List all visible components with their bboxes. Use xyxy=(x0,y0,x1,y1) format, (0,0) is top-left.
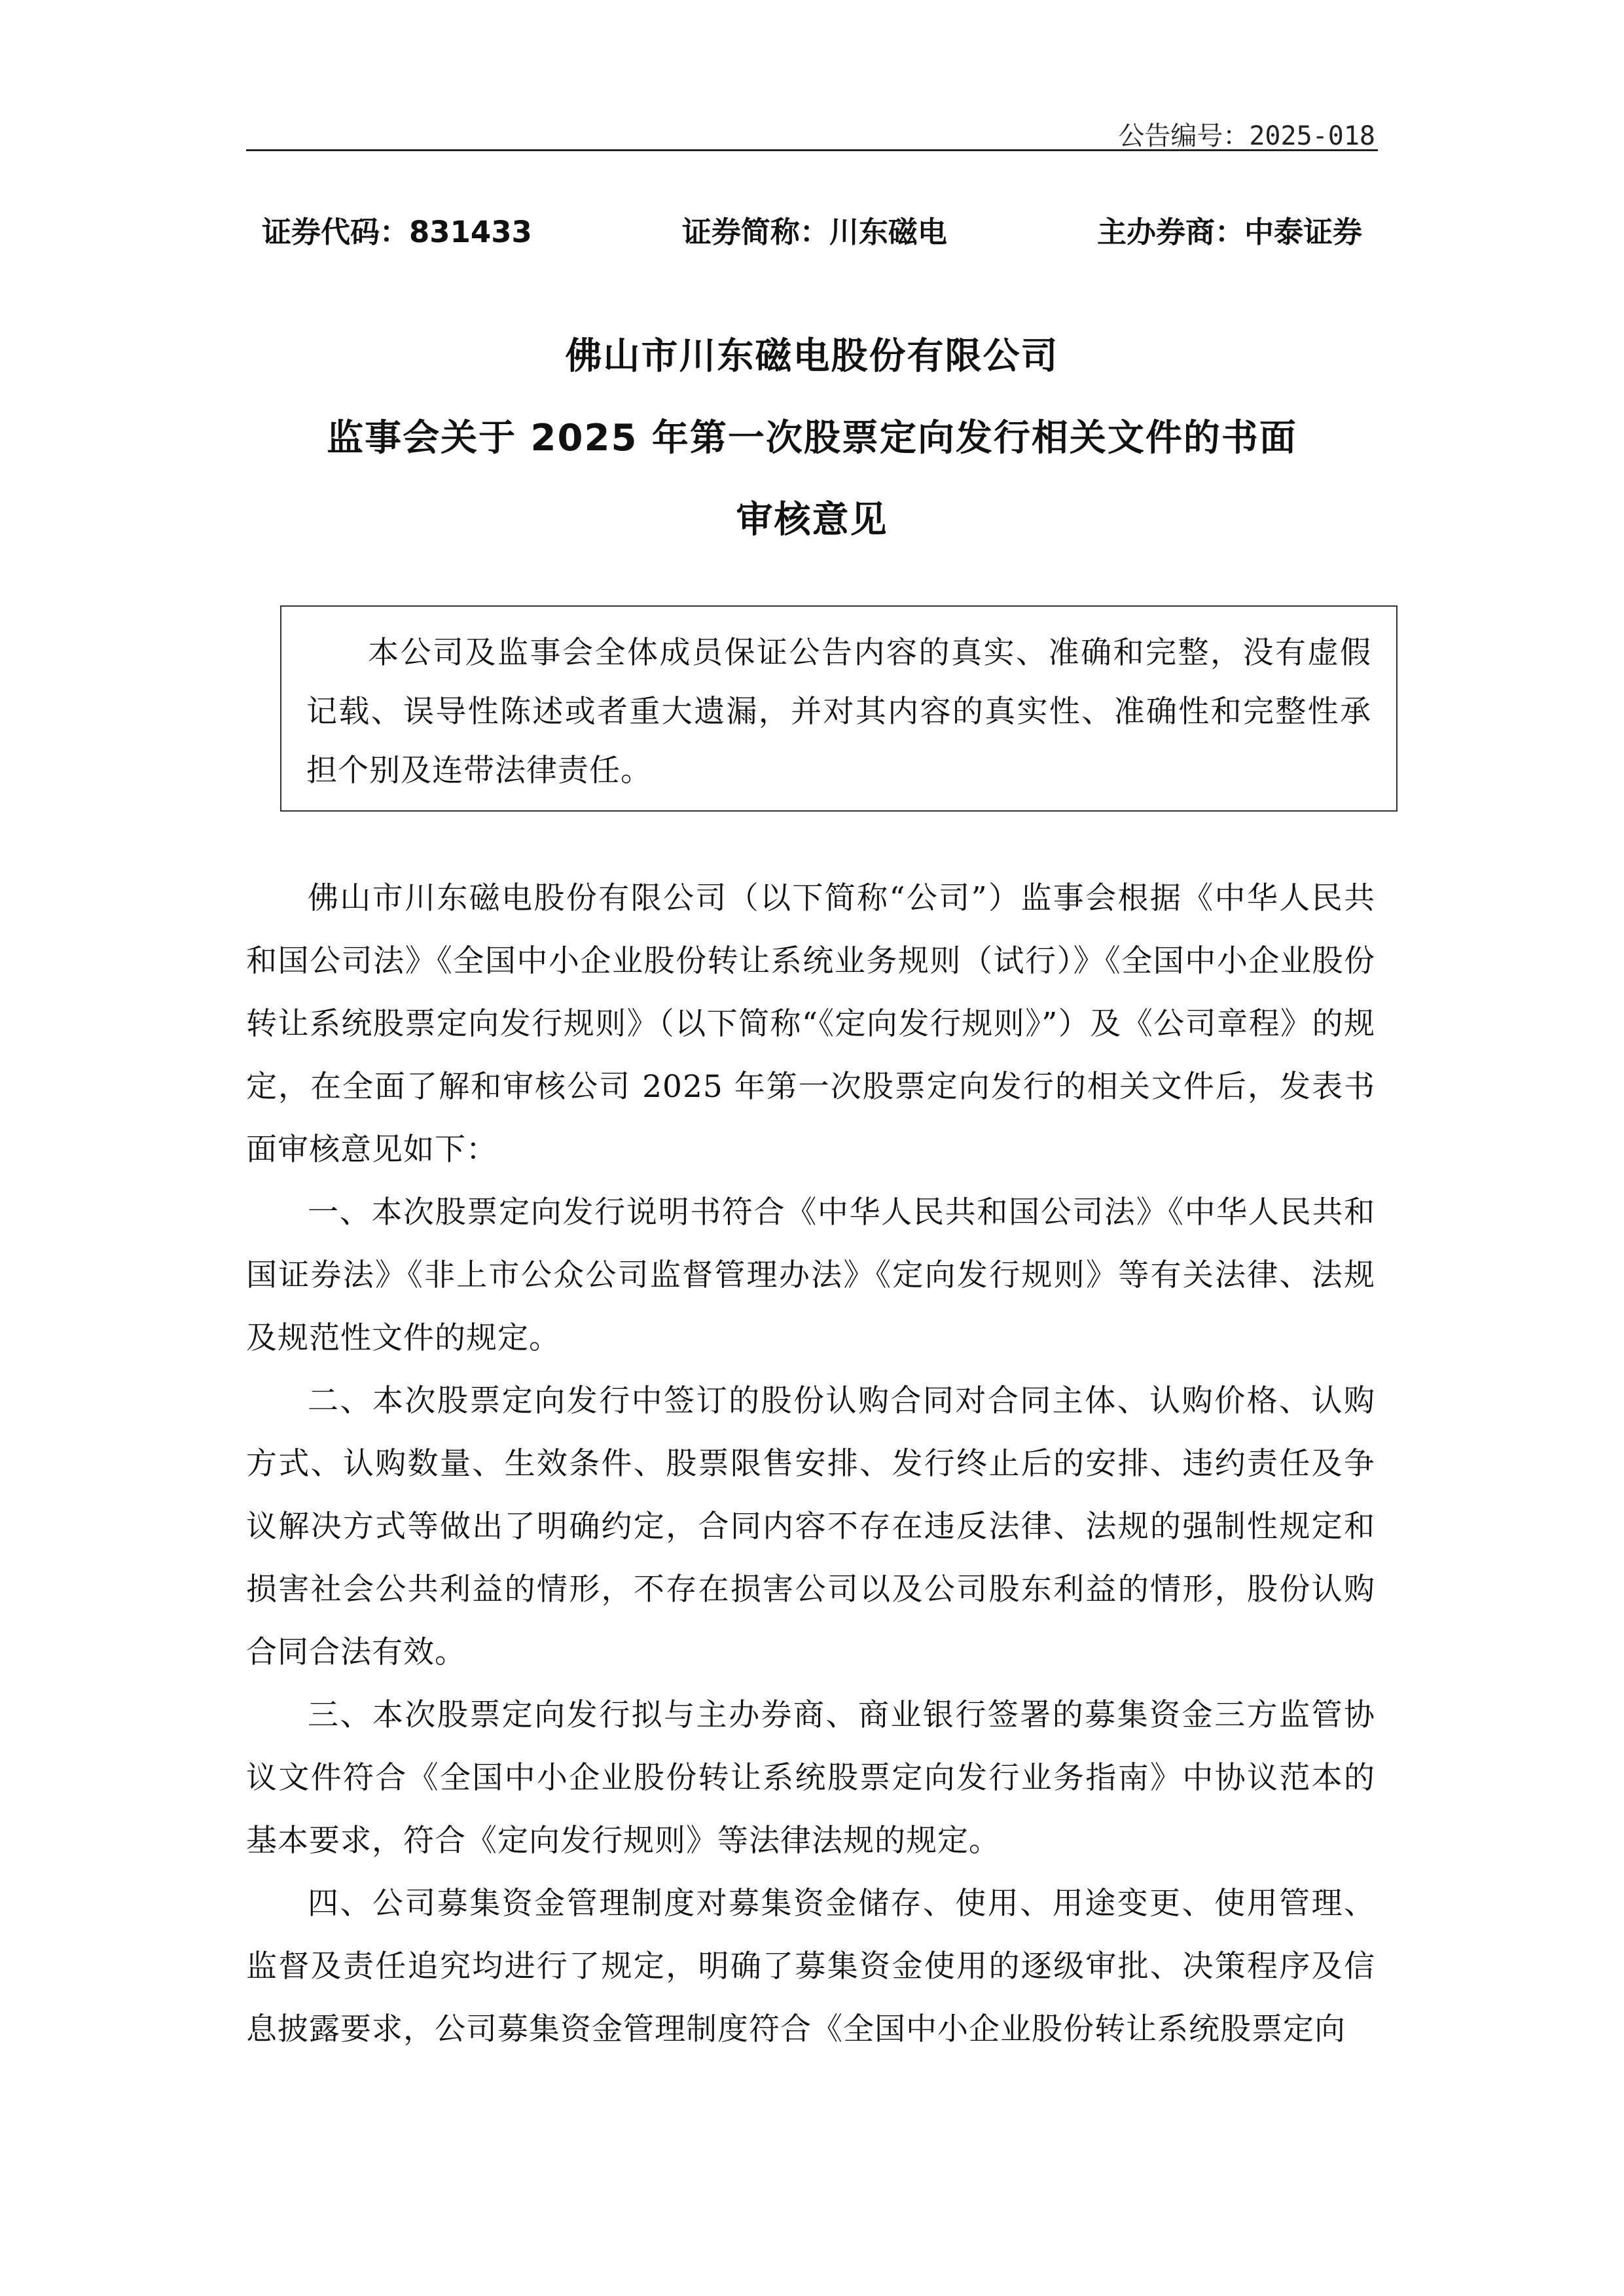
announcement-number: 公告编号：2025-018 xyxy=(1118,121,1375,151)
security-short-name: 证券简称：川东磁电 xyxy=(681,215,947,249)
paragraph-item-3: 三、本次股票定向发行拟与主办券商、商业银行签署的募集资金三方监管协议文件符合《全国中小企业股份转让系统股票定向发行业务指南》中协议范本的基本要求，符合《定向发行规则》等法律法规的规定。 xyxy=(246,1697,1375,1859)
lead-broker: 主办券商：中泰证券 xyxy=(1096,215,1362,249)
disclaimer-text: 本公司及监事会全体成员保证公告内容的真实、准确和完整，没有虚假记载、误导性陈述或者重大遗漏，并对其内容的真实性、准确性和完整性承担个别及连带法律责任。 xyxy=(306,635,1371,789)
security-code: 证券代码：831433 xyxy=(262,215,532,249)
document-body xyxy=(246,867,1375,2061)
paragraph-intro: 佛山市川东磁电股份有限公司（以下简称“公司”）监事会根据《中华人民共和国公司法》《全国中小企业股份转让系统业务规则（试行）》《全国中小企业股份转让系统股票定向发行规则》（以下简称“《定向发行规则》”）及《公司章程》的规定，在全面了解和审核公司 2025 年第一次股票定向发行的相关文件后，发表书面审核意见如下： xyxy=(246,880,1375,1168)
document-title-line-1: 监事会关于 2025 年第一次股票定向发行相关文件的书面 xyxy=(327,417,1297,459)
paragraph-item-1: 一、本次股票定向发行说明书符合《中华人民共和国公司法》《中华人民共和国证券法》《非上市公众公司监督管理办法》《定向发行规则》等有关法律、法规及规范性文件的规定。 xyxy=(246,1194,1375,1356)
header-rule xyxy=(246,149,1378,151)
disclaimer-box xyxy=(280,605,1398,812)
paragraph-item-4: 四、公司募集资金管理制度对募集资金储存、使用、用途变更、使用管理、监督及责任追究均进行了规定，明确了募集资金使用的逐级审批、决策程序及信息披露要求，公司募集资金管理制度符合《全国中小企业股份转让系统股票定向 xyxy=(246,1886,1375,2047)
document-title-line-2: 审核意见 xyxy=(736,499,888,541)
company-title: 佛山市川东磁电股份有限公司 xyxy=(565,335,1059,378)
security-meta-row xyxy=(262,208,1362,247)
paragraph-item-2: 二、本次股票定向发行中签订的股份认购合同对合同主体、认购价格、认购方式、认购数量、生效条件、股票限售安排、发行终止后的安排、违约责任及争议解决方式等做出了明确约定，合同内容不存在违反法律、法规的强制性规定和损害社会公共利益的情形，不存在损害公司以及公司股东利益的情形，股份认购合同合法有效。 xyxy=(246,1383,1375,1670)
